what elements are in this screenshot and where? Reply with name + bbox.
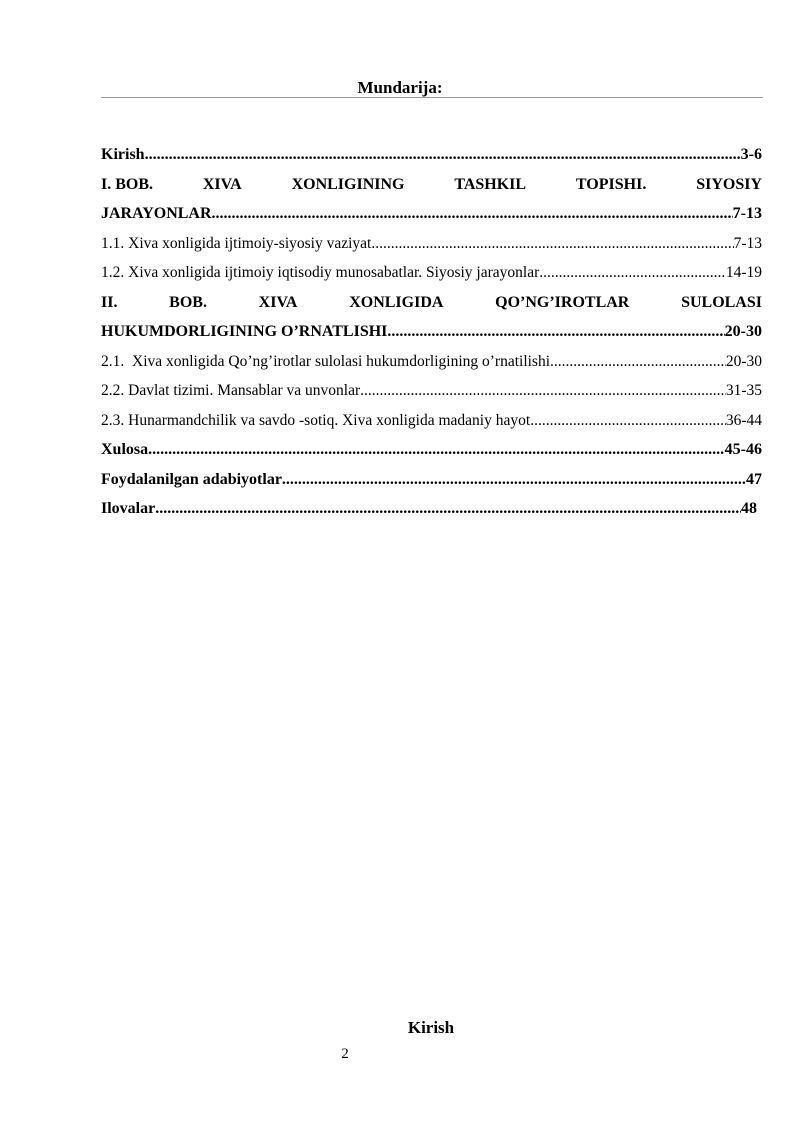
toc-entry-chapter-2-heading[interactable] [101, 288, 762, 318]
toc-entry-xulosa[interactable] [101, 435, 762, 465]
dot-leader [145, 140, 741, 170]
dot-leader [360, 376, 726, 406]
toc-entry-label: Kirish [101, 146, 145, 163]
toc-entry-page: 20-30 [725, 352, 762, 370]
dot-leader [530, 406, 726, 436]
toc-heading-word: TOPISHI. [575, 175, 647, 193]
toc-entry-page: 45-46 [724, 441, 762, 458]
toc-entry-label: 2.3. Hunarmandchilik va savdo -sotiq. Xiva xonligida madaniy hayot [101, 411, 531, 429]
toc-entry-label: JARAYONLAR [101, 205, 212, 222]
toc-entry-page: 7-13 [733, 234, 762, 252]
section-heading-kirish: Kirish [407, 1018, 455, 1037]
dot-leader [550, 347, 726, 377]
toc-heading-word: QO’NG’IROTLAR [495, 293, 630, 311]
toc-entry-page: 48 [741, 500, 757, 517]
toc-entry-page: 20-30 [724, 323, 762, 340]
dot-leader [371, 229, 733, 259]
toc-entry-page: 36-44 [725, 411, 762, 429]
toc-entry-chapter-1-heading[interactable] [101, 170, 762, 200]
toc-heading-word: XONLIGIDA [349, 293, 444, 311]
toc-entry-label: 1.2. Xiva xonligida ijtimoiy iqtisodiy munosabatlar. Siyosiy jarayonlar [101, 264, 540, 281]
toc-heading-word: SULOLASI [681, 293, 762, 311]
toc-entry-label: Ilovalar [101, 500, 156, 517]
toc-heading-word: TASHKIL [454, 175, 527, 193]
toc-entry-label: 1.1. Xiva xonligida ijtimoiy-siyosiy vaziyat [101, 234, 372, 252]
toc-entry-label: Xulosa [101, 441, 149, 458]
dot-leader [155, 494, 741, 524]
toc-entry-page: 47 [746, 470, 762, 488]
toc-entry-page: 7-13 [732, 205, 762, 222]
page-title: Mundarija: [357, 78, 443, 97]
dot-leader [539, 258, 726, 288]
toc-entry-kirish[interactable] [101, 140, 762, 170]
dot-leader [148, 435, 725, 465]
toc-entry-chapter-2[interactable] [101, 317, 762, 347]
toc-heading-word: BOB. [169, 293, 207, 311]
toc-entry-chapter-1[interactable] [101, 199, 762, 229]
dot-leader [387, 317, 724, 347]
toc-entry-2-3[interactable] [101, 406, 762, 436]
toc-heading-word: XIVA [258, 293, 298, 311]
table-of-contents [101, 140, 762, 524]
toc-heading-word: XIVA [202, 175, 242, 193]
toc-heading-word: XONLIGINING [291, 175, 405, 193]
toc-entry-1-1[interactable] [101, 229, 762, 259]
toc-entry-page: 14-19 [725, 264, 762, 281]
toc-entry-ilovalar[interactable] [101, 494, 757, 524]
toc-entry-label: HUKUMDORLIGINING O’RNATLISHI [101, 323, 388, 340]
toc-heading-word: II. [101, 293, 118, 311]
toc-entry-adabiyotlar[interactable] [101, 465, 762, 495]
toc-heading-word: SIYOSIY [696, 175, 762, 193]
toc-entry-2-1[interactable] [101, 347, 762, 377]
toc-entry-1-2[interactable] [101, 258, 762, 288]
toc-entry-page: 31-35 [725, 382, 762, 399]
dot-leader [282, 465, 746, 495]
toc-entry-label: Foydalanilgan adabiyotlar [101, 470, 282, 488]
toc-entry-page: 3-6 [740, 146, 762, 163]
toc-heading-word: I. BOB. [101, 175, 154, 193]
page-number: 2 [341, 1046, 349, 1062]
title-underline [101, 97, 763, 98]
toc-entry-label: 2.2. Davlat tizimi. Mansablar va unvonlar [101, 382, 361, 399]
toc-entry-2-2[interactable] [101, 376, 762, 406]
toc-entry-label: 2.1. Xiva xonligida Qo’ng’irotlar sulolasi hukumdorligining o’rnatilishi [101, 352, 551, 370]
dot-leader [212, 199, 733, 229]
